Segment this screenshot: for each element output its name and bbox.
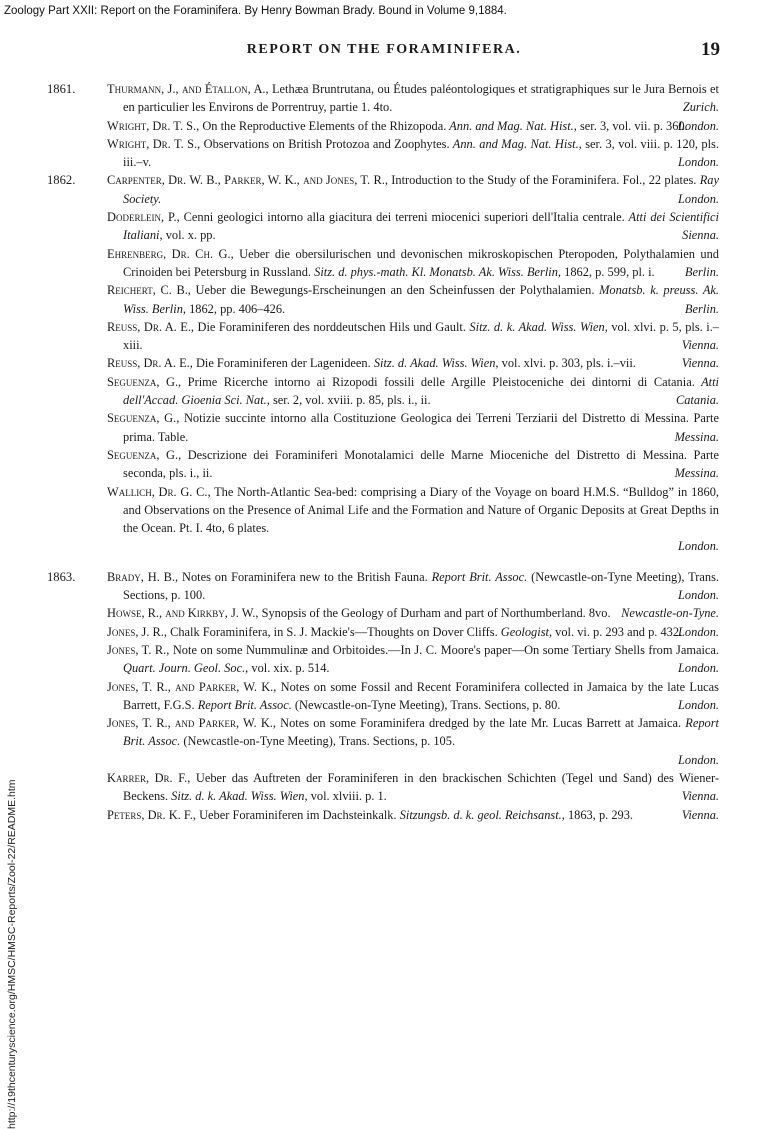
- entry-body: [107, 623, 719, 641]
- entry-journal: Report Brit. Assoc.: [427, 569, 528, 584]
- entry-title: Ueber Foraminiferen im Dachsteinkalk.: [195, 807, 397, 822]
- year-gap: [0, 556, 768, 568]
- entry-authors: Seguenza, G.,: [107, 374, 182, 389]
- entry-place: Messina.: [674, 429, 719, 444]
- entry-place: Newcastle-on-Tyne.: [621, 606, 719, 621]
- entry-details: (Newcastle-on-Tyne Meeting), Trans. Sections, p. 100.: [123, 569, 720, 603]
- bibliography-entry: [107, 117, 719, 135]
- entry-details: vol. xlvi. p. 303, pls. i.–vii.: [498, 356, 636, 371]
- entry-details: ser. 3, vol. vii. p. 360.: [576, 118, 688, 133]
- entry-place: Vienna.: [681, 807, 719, 822]
- entry-title: Ueber die obersilurischen und devonischen mikroskopischen Pteropoden, Polythalamien und Crinoiden bei Petersburg in Russland.: [123, 246, 719, 279]
- entry-year: 1861.: [47, 82, 76, 96]
- entry-journal: Ann. and Mag. Nat. Hist.,: [449, 136, 582, 151]
- entry-place: London.: [678, 191, 719, 206]
- entry-authors: Seguenza, G.,: [107, 411, 180, 426]
- entry-body: [107, 714, 719, 751]
- entry-body: [107, 354, 719, 372]
- bibliography-entry: [107, 409, 719, 446]
- bibliography-entry: [107, 373, 719, 410]
- entry-journal: Atti dell'Accad. Gioenia Sci. Nat.,: [123, 374, 719, 408]
- entry-details: ser. 3, vol. viii. p. 120, pls. iii.–v.: [123, 136, 719, 170]
- entry-details: vol. xlvi. p. 5, pls. i.–xiii.: [123, 319, 720, 353]
- entry-journal: Atti dei Scientifici Italiani,: [123, 210, 719, 243]
- entry-journal: Ray Society.: [123, 173, 719, 206]
- entry-details: vol. xix. p. 514.: [248, 661, 330, 676]
- bibliography-entry: [47, 171, 719, 208]
- entry-authors: Carpenter, Dr. W. B., Parker, W. K., and Jones, T. R.,: [107, 173, 388, 188]
- entry-authors: Wallich, Dr. G. C.,: [107, 484, 211, 499]
- entry-place: London.: [678, 697, 719, 712]
- entry-journal: Ann. and Mag. Nat. Hist.,: [446, 118, 577, 133]
- entry-title: Prime Ricerche intorno ai Rizopodi fossili delle Argille Pleistoceniche dei dintorni di Catania.: [181, 374, 695, 389]
- entry-authors: Brady, H. B.,: [107, 569, 179, 584]
- entry-journal: Sitz. d. phys.-math. Kl. Monatsb. Ak. Wiss. Berlin,: [311, 264, 562, 279]
- bibliography-entry: [107, 245, 719, 282]
- entry-details: ser. 2, vol. xviii. p. 85, pls. i., ii.: [269, 393, 431, 408]
- bibliography-entry: [47, 80, 719, 117]
- entry-place: London.: [678, 624, 719, 639]
- entry-title: Chalk Foraminifera, in S. J. Mackie's—Thoughts on Dover Cliffs.: [167, 624, 498, 639]
- entry-details: vol. x. pp.: [162, 228, 216, 243]
- bibliography-entry: [107, 806, 719, 824]
- entry-journal: Quart. Journ. Geol. Soc.,: [123, 661, 249, 676]
- entry-title: Ueber das Auftreten der Foraminiferen in den brackischen Schichten (Tegel und Sand) des Wiener-Beckens.: [123, 770, 720, 804]
- entry-place: Vienna.: [681, 789, 719, 804]
- entry-journal: Monatsb. k. preuss. Ak. Wiss. Berlin,: [123, 283, 719, 316]
- entry-title: Descrizione dei Foraminiferi Monotalamici delle Marne Mioceniche del Distretto di Messina. Parte seconda, pls. i., ii.: [123, 447, 719, 481]
- entry-title: Note on some Nummulinæ and Orbitoides.—In J. C. Moore's paper—On some Tertiary Shells from Jamaica.: [169, 642, 719, 657]
- entry-title: Cenni geologici intorno alla giacitura dei terreni miocenici superiori dell'Italia centrale.: [179, 210, 625, 225]
- entry-place: Catania.: [675, 393, 719, 408]
- bibliography-entry: [107, 135, 719, 172]
- entry-title: Ueber die Bewegungs-Erscheinungen an den Scheinfussen der Polythalamien.: [190, 283, 595, 298]
- entry-title: Die Foraminiferen des norddeutschen Hils und Gault.: [194, 319, 466, 334]
- bibliography-entry: [47, 568, 720, 605]
- side-url-link[interactable]: http://19thcenturyscience.org/HMSC/HMSC-Reports/Zool-22/README.htm: [6, 779, 18, 1129]
- entry-authors: Howse, R., and Kirkby, J. W.,: [107, 606, 259, 621]
- entry-details: 1862, pp. 406–426.: [186, 301, 286, 316]
- bibliography-entry: [107, 623, 719, 641]
- entry-authors: Doderlein, P.,: [107, 210, 180, 225]
- page-number: 19: [701, 39, 720, 60]
- bibliography-entry: [107, 604, 719, 622]
- entry-authors: Jones, J. R.,: [107, 624, 167, 639]
- entry-body: [107, 117, 719, 135]
- entry-place: Vienna.: [681, 356, 719, 371]
- entry-authors: Thurmann, J., and Étallon, A.,: [107, 82, 269, 96]
- entry-place: Berlin.: [684, 264, 719, 279]
- bibliography-list: [0, 80, 768, 824]
- entry-authors: Jones, T. R., and Parker, W. K.,: [107, 716, 276, 731]
- entry-authors: Wright, Dr. T. S.,: [107, 136, 201, 151]
- bibliography-entry: [107, 769, 719, 806]
- entry-journal: Sitz. d. k. Akad. Wiss. Wien,: [168, 789, 308, 804]
- entry-details: (Newcastle-on-Tyne Meeting), Trans. Sections, p. 80.: [291, 697, 561, 712]
- entry-body: [107, 245, 719, 282]
- entry-title: Notes on Foraminifera new to the British Fauna.: [178, 569, 428, 584]
- entry-details: (Newcastle-on-Tyne Meeting), Trans. Sections, p. 105.: [180, 734, 456, 749]
- entry-title: Lethæa Bruntrutana, ou Études paléontologiques et stratigraphiques sur le Jura Bernois et en particulier les Environs de Porrentruy, partie 1. 4to.: [123, 82, 719, 115]
- entry-journal: Geologist,: [497, 624, 553, 639]
- entry-authors: Reuss, Dr. A. E.,: [107, 319, 195, 334]
- entry-place: Messina.: [674, 466, 719, 481]
- entry-journal: Report Brit. Assoc.: [123, 716, 720, 749]
- entry-authors: Jones, T. R., and Parker, W. K.,: [107, 679, 277, 694]
- bibliography-entry: [107, 318, 719, 355]
- entry-authors: Karrer, Dr. F.,: [107, 770, 191, 785]
- entry-details: vol. vi. p. 293 and p. 432.: [552, 624, 683, 639]
- entry-title: Synopsis of the Geology of Durham and part of Northumberland. 8vo.: [258, 606, 611, 621]
- entry-authors: Peters, Dr. K. F.,: [107, 807, 196, 822]
- page-title: REPORT ON THE FORAMINIFERA.: [246, 42, 522, 57]
- document-source-bar: Zoology Part XXII: Report on the Foraminifera. By Henry Bowman Brady. Bound in Volume 9,1884.: [4, 5, 507, 17]
- entry-authors: Ehrenberg, Dr. Ch. G.,: [107, 246, 234, 261]
- entry-details: 1863, p. 293.: [564, 807, 634, 822]
- entry-place: Zurich.: [682, 100, 719, 115]
- entry-place: London.: [678, 155, 719, 170]
- entry-title: The North-Atlantic Sea-bed: comprising a Diary of the Voyage on board H.M.S. “Bulldog” in 1860, and Observations on the Presence of Animal Life and the Formation and Nature of Organic Deposits at Great Depths in the Ocean. Pt. I. 4to, 6 plates.: [123, 484, 719, 536]
- entry-title: Notizie succinte intorno alla Costituzione Geologica dei Terreni Terziarii del Distretto di Messina. Parte prima. Table.: [123, 411, 719, 444]
- entry-place: Berlin.: [684, 301, 719, 316]
- bibliography-entry: [107, 714, 719, 769]
- bibliography-entry: [107, 678, 719, 715]
- entry-journal: Sitz. d. Akad. Wiss. Wien,: [370, 356, 499, 371]
- entry-body: [107, 806, 719, 824]
- entry-details: 1862, p. 599, pl. i.: [561, 264, 655, 279]
- bibliography-entry: [107, 354, 719, 372]
- entry-place: London.: [678, 539, 719, 554]
- entry-place: London.: [678, 118, 719, 133]
- entry-place: London.: [678, 752, 719, 767]
- bibliography-entry: [107, 641, 719, 678]
- entry-authors: Wright, Dr. T. S.,: [107, 118, 200, 133]
- entry-body: [107, 483, 719, 538]
- entry-authors: Reichert, C. B.,: [107, 283, 191, 298]
- entry-place: London.: [678, 661, 719, 676]
- entry-title: Die Foraminiferen der Lagenideen.: [192, 356, 371, 371]
- entry-details: vol. xlviii. p. 1.: [307, 789, 387, 804]
- entry-authors: Reuss, Dr. A. E.,: [107, 356, 193, 371]
- entry-year: 1862.: [47, 173, 76, 188]
- entry-title: Introduction to the Study of the Foraminifera. Fol., 22 plates.: [387, 173, 697, 188]
- entry-authors: Seguenza, G.,: [107, 447, 182, 462]
- entry-title: Observations on British Protozoa and Zoophytes.: [200, 136, 450, 151]
- entry-journal: Report Brit. Assoc.: [194, 697, 292, 712]
- bibliography-entry: [107, 446, 719, 483]
- entry-title: On the Reproductive Elements of the Rhizopoda.: [199, 118, 447, 133]
- entry-place: Sienna.: [682, 228, 719, 243]
- entry-title: Notes on some Foraminifera dredged by the late Mr. Lucas Barrett at Jamaica.: [275, 716, 682, 731]
- entry-place: Vienna.: [681, 338, 719, 353]
- bibliography-entry: [107, 483, 719, 556]
- entry-year: 1863.: [47, 569, 76, 584]
- running-header: [0, 38, 768, 62]
- bibliography-entry: [107, 281, 719, 318]
- entry-authors: Jones, T. R.,: [107, 642, 170, 657]
- entry-place: London.: [678, 588, 719, 603]
- bibliography-entry: [107, 208, 719, 245]
- entry-journal: Sitz. d. k. Akad. Wiss. Wien,: [465, 319, 608, 334]
- entry-title: Notes on some Fossil and Recent Foraminifera collected in Jamaica by the late Lucas Barrett, F.G.S.: [123, 679, 719, 712]
- entry-journal: Sitzungsb. d. k. geol. Reichsanst.,: [396, 807, 565, 822]
